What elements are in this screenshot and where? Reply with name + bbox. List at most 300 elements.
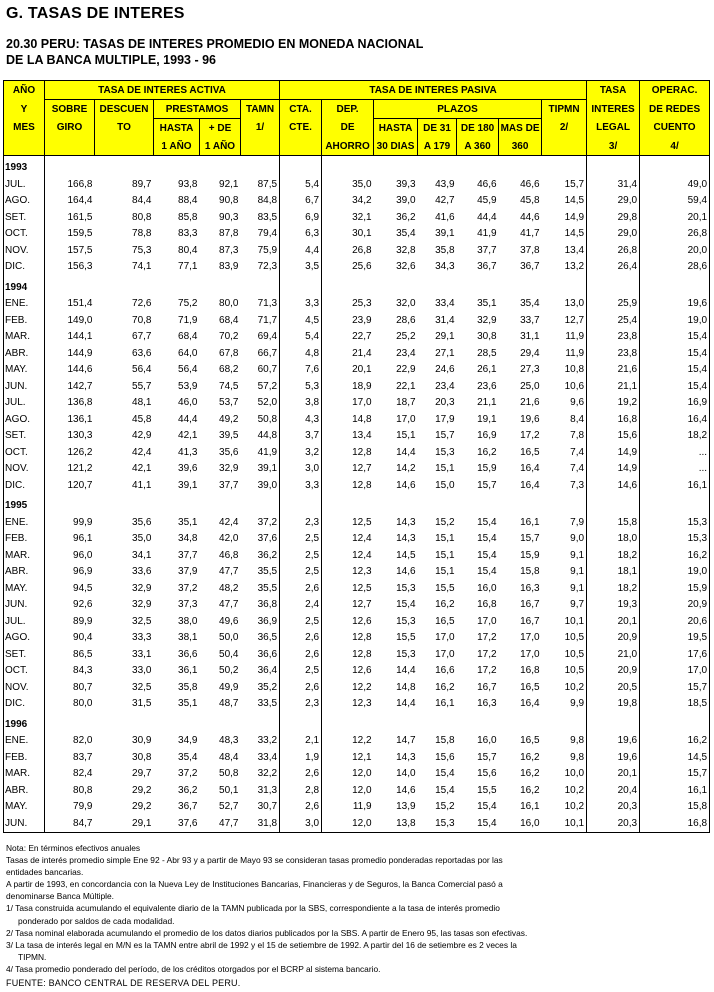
value-cell: 20,1 <box>352 364 372 376</box>
value-cell: 10,2 <box>542 799 587 816</box>
header-sobre: SOBRE <box>45 100 95 119</box>
value-cell: 10,6 <box>542 379 587 396</box>
value-cell: 121,2 <box>67 463 93 475</box>
value-cell: 15,4 <box>477 549 497 561</box>
month-cell: FEB. <box>4 313 45 330</box>
value-cell: 39,1 <box>178 479 198 491</box>
month-cell: JUN. <box>4 379 45 396</box>
value-cell: 28,5 <box>477 347 497 359</box>
table-row <box>4 226 710 243</box>
value-cell: 44,8 <box>241 428 280 445</box>
header-legal-note: 3/ <box>587 137 640 156</box>
value-cell: 14,5 <box>396 549 416 561</box>
month-cell: AGO. <box>4 193 45 210</box>
value-cell: 4,4 <box>280 243 322 260</box>
month-cell: ENE. <box>4 296 45 313</box>
month-cell: JUL. <box>4 395 45 412</box>
value-cell: 15,1 <box>396 430 416 442</box>
value-cell: 37,7 <box>219 479 239 491</box>
value-cell: 34,8 <box>178 533 198 545</box>
value-cell: 26,8 <box>352 244 372 256</box>
value-cell: 39,1 <box>241 461 280 478</box>
month-cell: OCT. <box>4 226 45 243</box>
month-cell: AGO. <box>4 630 45 647</box>
value-cell: 48,7 <box>219 698 239 710</box>
value-cell: 15,7 <box>477 751 497 763</box>
value-cell: 15,1 <box>435 566 455 578</box>
value-cell: 45,9 <box>477 195 497 207</box>
value-cell: 69,4 <box>241 329 280 346</box>
value-cell: 14,4 <box>396 446 416 458</box>
value-cell: 16,7 <box>477 681 497 693</box>
month-cell: MAY. <box>4 362 45 379</box>
value-cell: 16,2 <box>520 768 540 780</box>
value-cell: 87,3 <box>219 244 239 256</box>
value-cell: 37,7 <box>178 549 198 561</box>
month-cell: DIC. <box>4 696 45 713</box>
value-cell: 44,6 <box>520 211 540 223</box>
value-cell: 35,6 <box>132 516 152 528</box>
value-cell: 19,6 <box>587 733 640 750</box>
value-cell: 19,1 <box>477 413 497 425</box>
value-cell: 49,6 <box>219 615 239 627</box>
value-cell: 15,9 <box>640 581 710 598</box>
value-cell: 27,1 <box>435 347 455 359</box>
month-cell: ABR. <box>4 346 45 363</box>
value-cell: 10,8 <box>542 362 587 379</box>
value-cell: 50,8 <box>241 412 280 429</box>
note-line: entidades bancarias. <box>6 867 84 878</box>
value-cell: 19,6 <box>587 750 640 767</box>
value-cell: 39,3 <box>396 178 416 190</box>
table-row <box>4 750 710 767</box>
value-cell: 2,4 <box>280 597 322 614</box>
value-cell: 23,4 <box>396 347 416 359</box>
value-cell: 14,4 <box>396 665 416 677</box>
notes <box>6 842 527 975</box>
value-cell: 42,4 <box>219 516 239 528</box>
value-cell: 23,4 <box>435 380 455 392</box>
value-cell: 136,8 <box>67 397 93 409</box>
value-cell: 12,4 <box>352 549 372 561</box>
header-tamn-note: 1/ <box>241 119 280 138</box>
header-ahorro: AHORRO <box>322 137 374 156</box>
note-line: 4/ Tasa promedio ponderado del período, de los créditos otorgados por el BCRP al sistema bancario. <box>6 963 381 974</box>
value-cell: 21,1 <box>587 379 640 396</box>
value-cell: 14,3 <box>396 516 416 528</box>
value-cell: 10,5 <box>542 663 587 680</box>
value-cell: 33,2 <box>241 733 280 750</box>
month-cell: OCT. <box>4 445 45 462</box>
value-cell: 35,4 <box>178 751 198 763</box>
header-mes: MES <box>4 119 45 138</box>
value-cell: 37,8 <box>520 244 540 256</box>
value-cell: 30,8 <box>477 331 497 343</box>
value-cell: 48,1 <box>132 397 152 409</box>
table-row <box>4 663 710 680</box>
note-line: 1/ Tasa construida acumulando el equivalente diario de la TAMN publicada por la SBS, correspondiente a la tasa de interés promedio <box>6 903 500 914</box>
value-cell: 35,5 <box>241 564 280 581</box>
value-cell: 16,1 <box>520 801 540 813</box>
value-cell: 15,1 <box>435 463 455 475</box>
value-cell: 17,6 <box>640 647 710 664</box>
value-cell: 84,4 <box>132 195 152 207</box>
value-cell: 2,1 <box>280 733 322 750</box>
value-cell: 15,8 <box>640 799 710 816</box>
value-cell: 25,4 <box>587 313 640 330</box>
value-cell: 15,9 <box>520 549 540 561</box>
value-cell: 84,8 <box>241 193 280 210</box>
value-cell: 14,9 <box>587 461 640 478</box>
table-row <box>4 177 710 194</box>
table-row <box>4 395 710 412</box>
value-cell: 23,8 <box>587 329 640 346</box>
value-cell: 13,4 <box>542 243 587 260</box>
value-cell: 12,6 <box>352 615 372 627</box>
value-cell: 15,8 <box>435 735 455 747</box>
value-cell: 93,8 <box>178 178 198 190</box>
value-cell: 80,4 <box>178 244 198 256</box>
value-cell: 37,9 <box>178 566 198 578</box>
value-cell: 20,9 <box>587 663 640 680</box>
value-cell: 14,5 <box>640 750 710 767</box>
header-un-ano: 1 AÑO <box>154 137 200 156</box>
value-cell: 33,0 <box>132 665 152 677</box>
value-cell: 71,9 <box>178 314 198 326</box>
value-cell: 68,4 <box>178 331 198 343</box>
value-cell: 159,5 <box>67 228 93 240</box>
table-row <box>4 243 710 260</box>
value-cell: 32,5 <box>132 681 152 693</box>
header-row-1 <box>4 81 710 100</box>
value-cell: 37,3 <box>178 599 198 611</box>
value-cell: 83,7 <box>73 751 93 763</box>
value-cell: 3,7 <box>280 428 322 445</box>
table-row <box>4 296 710 313</box>
value-cell: 11,9 <box>352 801 372 813</box>
value-cell: 13,2 <box>542 259 587 276</box>
value-cell: 10,0 <box>542 766 587 783</box>
value-cell: 14,8 <box>396 681 416 693</box>
table-row <box>4 428 710 445</box>
value-cell: 2,6 <box>280 680 322 697</box>
month-cell: MAY. <box>4 799 45 816</box>
value-cell: 3,2 <box>280 445 322 462</box>
value-cell: 35,0 <box>352 178 372 190</box>
value-cell: 10,1 <box>542 614 587 631</box>
value-cell: 74,5 <box>219 380 239 392</box>
value-cell: 15,7 <box>435 430 455 442</box>
value-cell: 20,1 <box>587 614 640 631</box>
month-cell: NOV. <box>4 461 45 478</box>
value-cell: 36,8 <box>241 597 280 614</box>
value-cell: 19,5 <box>640 630 710 647</box>
value-cell: 2,6 <box>280 799 322 816</box>
value-cell: 33,6 <box>132 566 152 578</box>
value-cell: 7,6 <box>280 362 322 379</box>
month-cell: AGO. <box>4 412 45 429</box>
value-cell: 3,8 <box>280 395 322 412</box>
value-cell: 14,6 <box>396 479 416 491</box>
value-cell: 37,2 <box>241 515 280 532</box>
value-cell: 12,8 <box>352 632 372 644</box>
value-cell: 75,2 <box>178 298 198 310</box>
source-line: FUENTE: BANCO CENTRAL DE RESERVA DEL PERU. <box>6 978 241 988</box>
interest-rates-table <box>3 80 710 833</box>
value-cell: 36,7 <box>477 261 497 273</box>
value-cell: 16,2 <box>520 751 540 763</box>
value-cell: 9,1 <box>542 564 587 581</box>
value-cell: 29,7 <box>132 768 152 780</box>
value-cell: 46,6 <box>477 178 497 190</box>
value-cell: 20,3 <box>587 799 640 816</box>
value-cell: 39,5 <box>219 430 239 442</box>
header-deredes: DE REDES <box>640 100 710 119</box>
value-cell: 32,9 <box>477 314 497 326</box>
value-cell: 87,8 <box>219 228 239 240</box>
value-cell: 38,1 <box>178 632 198 644</box>
value-cell: 80,0 <box>219 298 239 310</box>
value-cell: 22,9 <box>396 364 416 376</box>
value-cell: 18,2 <box>587 548 640 565</box>
header-interes: INTERES <box>587 100 640 119</box>
value-cell: 16,5 <box>520 681 540 693</box>
value-cell: 86,5 <box>73 648 93 660</box>
value-cell: 36,6 <box>241 647 280 664</box>
month-cell: ENE. <box>4 515 45 532</box>
value-cell: 19,2 <box>587 395 640 412</box>
header-operac: OPERAC. <box>640 81 710 100</box>
value-cell: 36,7 <box>520 261 540 273</box>
value-cell: 16,2 <box>640 733 710 750</box>
value-cell: 2,6 <box>280 630 322 647</box>
value-cell: 28,6 <box>396 314 416 326</box>
header-legal: LEGAL <box>587 119 640 138</box>
value-cell: 79,9 <box>73 801 93 813</box>
header-cta: CTA. <box>280 100 322 119</box>
value-cell: 89,9 <box>73 615 93 627</box>
value-cell: 10,1 <box>542 816 587 833</box>
header-row-3 <box>4 119 710 138</box>
table-title-line-2: DE LA BANCA MULTIPLE, 1993 - 96 <box>6 53 216 67</box>
value-cell: 50,1 <box>219 784 239 796</box>
value-cell: 2,3 <box>280 515 322 532</box>
value-cell: 3,5 <box>280 259 322 276</box>
value-cell: 19,8 <box>587 696 640 713</box>
value-cell: 13,8 <box>374 816 418 833</box>
header-mas-de: + DE <box>200 119 241 138</box>
note-line: 2/ Tasa nominal elaborada acumulando el promedio de los datos diarios publicados por la SBS. A partir de Enero 95, las tasas son efectivas. <box>6 927 528 938</box>
month-cell: NOV. <box>4 243 45 260</box>
value-cell: 15,6 <box>477 768 497 780</box>
value-cell: 42,0 <box>219 533 239 545</box>
value-cell: 10,2 <box>542 783 587 800</box>
value-cell: 31,3 <box>241 783 280 800</box>
value-cell: 9,1 <box>542 548 587 565</box>
value-cell: 32,5 <box>132 615 152 627</box>
value-cell: 41,9 <box>241 445 280 462</box>
value-cell: 14,4 <box>396 698 416 710</box>
value-cell: 12,7 <box>352 463 372 475</box>
value-cell: 59,4 <box>640 193 710 210</box>
value-cell: 25,0 <box>520 380 540 392</box>
value-cell: 16,7 <box>520 615 540 627</box>
year-row <box>4 156 710 177</box>
value-cell: 15,7 <box>640 766 710 783</box>
section-title: G. TASAS DE INTERES <box>6 5 185 22</box>
value-cell: 5,4 <box>280 177 322 194</box>
value-cell: 50,4 <box>219 648 239 660</box>
value-cell: 2,5 <box>280 614 322 631</box>
value-cell: 2,6 <box>280 766 322 783</box>
value-cell: 96,0 <box>73 549 93 561</box>
header-m360: 360 <box>499 137 542 156</box>
value-cell: 19,6 <box>520 413 540 425</box>
value-cell: 35,4 <box>396 228 416 240</box>
value-cell: 21,1 <box>477 397 497 409</box>
note-line: ponderado por saldos de cada modalidad. <box>18 915 175 926</box>
value-cell: 67,8 <box>219 347 239 359</box>
value-cell: 29,0 <box>587 193 640 210</box>
value-cell: 89,7 <box>132 178 152 190</box>
value-cell: 3,3 <box>280 296 322 313</box>
value-cell: 75,9 <box>241 243 280 260</box>
value-cell: 16,0 <box>477 735 497 747</box>
value-cell: 15,7 <box>520 533 540 545</box>
header-a360: A 360 <box>457 137 499 156</box>
value-cell: 85,8 <box>178 211 198 223</box>
value-cell: 7,8 <box>542 428 587 445</box>
value-cell: 15,3 <box>640 515 710 532</box>
value-cell: 12,8 <box>352 648 372 660</box>
value-cell: 12,5 <box>352 582 372 594</box>
value-cell: 36,9 <box>241 614 280 631</box>
value-cell: 36,5 <box>241 630 280 647</box>
value-cell: 29,4 <box>520 347 540 359</box>
value-cell: 83,3 <box>178 228 198 240</box>
value-cell: 80,8 <box>132 211 152 223</box>
value-cell: 36,2 <box>396 211 416 223</box>
value-cell: 30,1 <box>352 228 372 240</box>
value-cell: 15,4 <box>477 516 497 528</box>
value-cell: 164,4 <box>67 195 93 207</box>
header-masde: MAS DE <box>499 119 542 138</box>
value-cell: 20,3 <box>587 816 640 833</box>
value-cell: 13,4 <box>352 430 372 442</box>
value-cell: 35,5 <box>241 581 280 598</box>
header-ano: AÑO <box>4 81 45 100</box>
value-cell: 7,9 <box>542 515 587 532</box>
value-cell: 45,8 <box>520 195 540 207</box>
value-cell: 144,6 <box>67 364 93 376</box>
value-cell: 17,2 <box>477 665 497 677</box>
value-cell: 22,1 <box>396 380 416 392</box>
value-cell: 16,1 <box>640 783 710 800</box>
value-cell: 149,0 <box>67 314 93 326</box>
value-cell: 10,5 <box>542 647 587 664</box>
month-cell: ENE. <box>4 733 45 750</box>
value-cell: 2,5 <box>280 531 322 548</box>
value-cell: 15,3 <box>396 582 416 594</box>
value-cell: 42,9 <box>132 430 152 442</box>
value-cell: 12,1 <box>352 751 372 763</box>
header-de180: DE 180 <box>457 119 499 138</box>
value-cell: 15,4 <box>477 566 497 578</box>
value-cell: 14,3 <box>396 751 416 763</box>
value-cell: 49,2 <box>219 413 239 425</box>
value-cell: 27,3 <box>520 364 540 376</box>
value-cell: 37,6 <box>241 531 280 548</box>
value-cell: 21,6 <box>587 362 640 379</box>
value-cell: 24,6 <box>435 364 455 376</box>
value-cell: 161,5 <box>67 211 93 223</box>
value-cell: 77,1 <box>178 261 198 273</box>
value-cell: 16,8 <box>587 412 640 429</box>
month-cell: SET. <box>4 428 45 445</box>
table-row <box>4 478 710 495</box>
value-cell: 15,3 <box>396 615 416 627</box>
value-cell: 17,0 <box>352 397 372 409</box>
value-cell: 15,4 <box>640 379 710 396</box>
value-cell: 12,2 <box>352 681 372 693</box>
value-cell: 31,5 <box>132 698 152 710</box>
value-cell: 15,3 <box>435 446 455 458</box>
note-line: TIPMN. <box>18 951 47 962</box>
value-cell: 70,2 <box>219 331 239 343</box>
value-cell: 23,9 <box>352 314 372 326</box>
value-cell: 5,4 <box>280 329 322 346</box>
value-cell: 26,1 <box>477 364 497 376</box>
value-cell: 16,2 <box>477 446 497 458</box>
value-cell: 25,2 <box>396 331 416 343</box>
month-cell: JUL. <box>4 177 45 194</box>
value-cell: 16,8 <box>477 599 497 611</box>
value-cell: 92,6 <box>73 599 93 611</box>
table-row <box>4 597 710 614</box>
value-cell: 5,3 <box>280 379 322 396</box>
value-cell: 29,0 <box>587 226 640 243</box>
value-cell: 144,9 <box>67 347 93 359</box>
value-cell: 99,9 <box>73 516 93 528</box>
value-cell: 14,5 <box>542 193 587 210</box>
table-row <box>4 412 710 429</box>
value-cell: 43,9 <box>435 178 455 190</box>
value-cell: 29,1 <box>95 816 154 833</box>
value-cell: 48,2 <box>219 582 239 594</box>
value-cell: 16,2 <box>640 548 710 565</box>
value-cell: 96,1 <box>73 533 93 545</box>
value-cell: 80,8 <box>73 784 93 796</box>
month-cell: MAR. <box>4 329 45 346</box>
value-cell: 30,9 <box>132 735 152 747</box>
value-cell: 37,2 <box>178 768 198 780</box>
year-label: 1996 <box>4 713 45 734</box>
header-plazos: PLAZOS <box>374 100 542 119</box>
value-cell: 14,8 <box>352 413 372 425</box>
value-cell: 12,3 <box>352 566 372 578</box>
value-cell: 35,8 <box>178 681 198 693</box>
value-cell: 71,3 <box>241 296 280 313</box>
table-row <box>4 799 710 816</box>
value-cell: 9,6 <box>542 395 587 412</box>
value-cell: 20,5 <box>587 680 640 697</box>
value-cell: 34,2 <box>352 195 372 207</box>
header-de: DE <box>322 119 374 138</box>
month-cell: JUN. <box>4 816 45 833</box>
month-cell: SET. <box>4 647 45 664</box>
value-cell: 90,3 <box>219 211 239 223</box>
value-cell: 32,9 <box>132 582 152 594</box>
